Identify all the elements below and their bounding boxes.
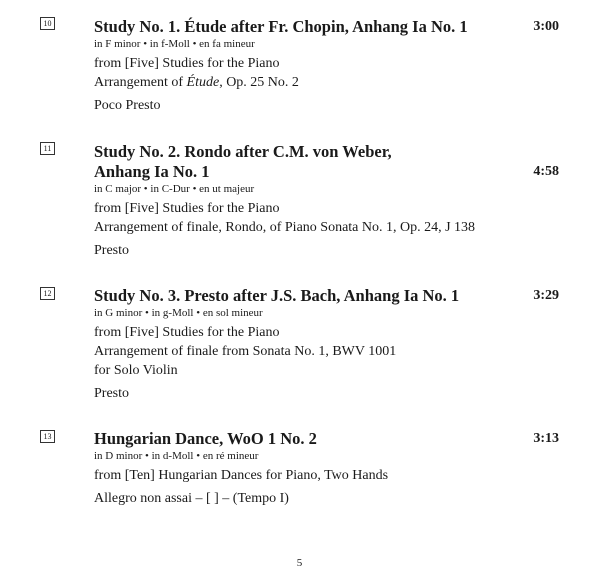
track-detail: Arrangement of finale, Rondo, of Piano Sonata No. 1, Op. 24, J 138 [94, 220, 476, 235]
track-title: Hungarian Dance, WoO 1 No. 2 [94, 429, 317, 448]
track-detail: from [Five] Studies for the Piano [94, 325, 280, 340]
track-keys: in D minor • in d-Moll • en ré mineur [94, 450, 259, 462]
track-duration: 3:00 [533, 19, 559, 34]
track-keys: in G minor • in g-Moll • en sol mineur [94, 307, 263, 319]
track-duration: 3:13 [533, 431, 559, 446]
track-number: 10 [40, 17, 55, 30]
track-detail: for Solo Violin [94, 363, 178, 378]
arrangement-prefix: Arrangement of [94, 75, 187, 90]
track-number: 13 [40, 430, 55, 443]
track-keys: in F minor • in f-Moll • en fa mineur [94, 38, 255, 50]
track-title-line-2: Anhang Ia No. 1 [94, 162, 210, 181]
track-tempo: Presto [94, 386, 129, 401]
track-detail: from [Five] Studies for the Piano [94, 56, 280, 71]
track-arrangement [94, 74, 299, 92]
page-number: 5 [296, 557, 303, 569]
track-tempo: Allegro non assai – [ ] – (Tempo I) [94, 491, 289, 506]
track-title: Study No. 3. Presto after J.S. Bach, Anhang Ia No. 1 [94, 286, 460, 305]
track-detail: from [Ten] Hungarian Dances for Piano, Two Hands [94, 468, 389, 483]
track-number: 12 [40, 287, 55, 300]
track-detail: Arrangement of finale from Sonata No. 1, BWV 1001 [94, 344, 397, 359]
track-number: 11 [40, 142, 55, 155]
track-keys: in C major • in C-Dur • en ut majeur [94, 183, 255, 195]
track-detail: from [Five] Studies for the Piano [94, 201, 280, 216]
arrangement-work-title: Étude [186, 75, 220, 90]
track-duration: 3:29 [533, 288, 559, 303]
track-tempo: Presto [94, 243, 129, 258]
track-title: Study No. 1. Étude after Fr. Chopin, Anhang Ia No. 1 [94, 17, 468, 36]
arrangement-suffix: , Op. 25 No. 2 [219, 75, 299, 90]
track-duration: 4:58 [533, 164, 559, 179]
track-tempo: Poco Presto [94, 98, 161, 113]
track-title-line-1: Study No. 2. Rondo after C.M. von Weber, [94, 142, 392, 161]
